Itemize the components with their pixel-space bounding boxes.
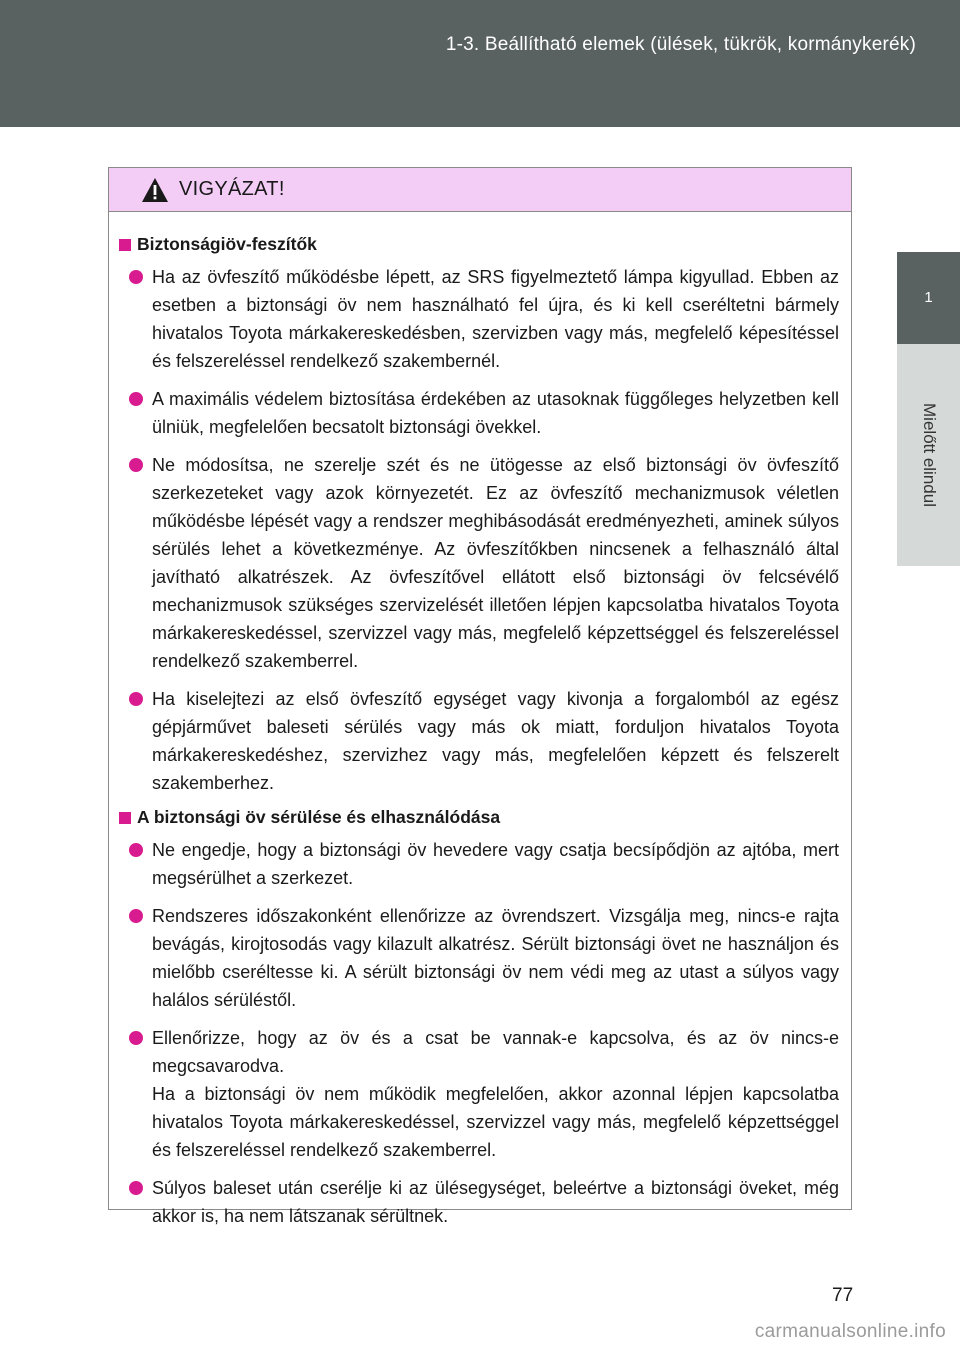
watermark: carmanualsonline.info bbox=[754, 1321, 946, 1342]
list-item-text: Ha kiselejtezi az első övfeszítő egységet vagy kivonja a forgalomból az egész gépjárművet baleseti sérülés vagy más ok miatt, forduljon hivatalos Toyota márkakereskedéshez, szervizhez vagy más, megfelelően képzett és felszerelt szakemberhez. bbox=[152, 689, 839, 793]
warning-header bbox=[109, 168, 851, 212]
side-tab-number: 1 bbox=[897, 252, 960, 344]
page-number: 77 bbox=[832, 1285, 854, 1306]
section-heading bbox=[119, 807, 839, 828]
side-label-text: Mielőtt elindul bbox=[919, 403, 939, 507]
list-item-text: Rendszeres időszakonként ellenőrizze az övrendszert. Vizsgálja meg, nincs-e rajta bevágás, kirojtosodás vagy kilazult alkatrész. Sérült biztonsági övet ne használjon és mielőbb cseréltesse ki. A sérült biztonsági öv nem védi meg az utast a súlyos vagy halálos sérüléstől. bbox=[152, 906, 839, 1010]
round-bullet-icon bbox=[129, 1181, 143, 1195]
round-bullet-icon bbox=[129, 392, 143, 406]
list-item-text: Súlyos baleset után cserélje ki az ülésegységet, beleértve a biztonsági öveket, még akkor is, ha nem látszanak sérültnek. bbox=[152, 1178, 839, 1226]
list-item-text: Ha az övfeszítő működésbe lépett, az SRS figyelmeztető lámpa kigyullad. Ebben az esetben a biztonsági öv nem használható fel újra, és ki kell cseréltetni bármely hivatalos Toyota márkakereskedésben, szervizben vagy más, megfelelő képesítéssel és felszereléssel rendelkező szakembernél. bbox=[152, 267, 839, 371]
square-bullet-icon bbox=[119, 239, 131, 251]
round-bullet-icon bbox=[129, 843, 143, 857]
list-item bbox=[119, 385, 839, 441]
round-bullet-icon bbox=[129, 458, 143, 472]
list-item bbox=[119, 836, 839, 892]
warning-title: VIGYÁZAT! bbox=[179, 178, 285, 200]
section-heading-text: Biztonságiöv-feszítők bbox=[137, 234, 317, 254]
warning-triangle-icon bbox=[141, 177, 169, 203]
round-bullet-icon bbox=[129, 270, 143, 284]
square-bullet-icon bbox=[119, 812, 131, 824]
list-item bbox=[119, 1024, 839, 1164]
warning-body bbox=[109, 212, 851, 1230]
list-item bbox=[119, 1174, 839, 1230]
round-bullet-icon bbox=[129, 909, 143, 923]
round-bullet-icon bbox=[129, 692, 143, 706]
list-item-text: Ellenőrizze, hogy az öv és a csat be vannak-e kapcsolva, és az öv nincs-e megcsavarodva. Ha a biztonsági öv nem működik megfelelően, akkor azonnal lépjen kapcsolatba hivatalos Toyota márkakereskedéssel, szervizzel vagy más, megfelelő képzettséggel és felszereléssel rendelkező szakemberrel. bbox=[152, 1028, 839, 1160]
section-heading bbox=[119, 234, 839, 255]
list-item bbox=[119, 263, 839, 375]
list-item-text: Ne módosítsa, ne szerelje szét és ne ütögesse az első biztonsági öv övfeszítő szerkezeteket vagy azok környezetét. Ez az övfeszítő mechanizmusok véletlen működésbe lépését vagy a rendszer meghibásodását eredményezheti, aminek súlyos sérülés lehet a következménye. Az övfeszítőkben nincsenek a felhasználó által javítható alkatrészek. Az övfeszítővel ellátott első biztonsági öv felcsévélő mechanizmusok szükséges szervizelését illetően lépjen kapcsolatba hivatalos Toyota márkakereskedéssel, szervizzel vagy más, megfelelő képzettséggel és felszereléssel rendelkező szakemberrel. bbox=[152, 455, 839, 671]
list-item bbox=[119, 902, 839, 1014]
header-title: 1-3. Beállítható elemek (ülések, tükrök, kormánykerék) bbox=[445, 34, 916, 55]
warning-box bbox=[108, 167, 852, 1226]
round-bullet-icon bbox=[129, 1031, 143, 1045]
side-label bbox=[897, 344, 960, 566]
list-item bbox=[119, 685, 839, 797]
section-heading-text: A biztonsági öv sérülése és elhasználódása bbox=[137, 807, 501, 827]
list-item-text: Ne engedje, hogy a biztonsági öv hevedere vagy csatja becsípődjön az ajtóba, mert megsérülhet a szerkezet. bbox=[152, 840, 839, 888]
list-item-text: A maximális védelem biztosítása érdekében az utasoknak függőleges helyzetben kell ülniük, megfelelően becsatolt biztonsági övekkel. bbox=[152, 389, 839, 437]
list-item bbox=[119, 451, 839, 675]
page-header bbox=[0, 0, 960, 127]
